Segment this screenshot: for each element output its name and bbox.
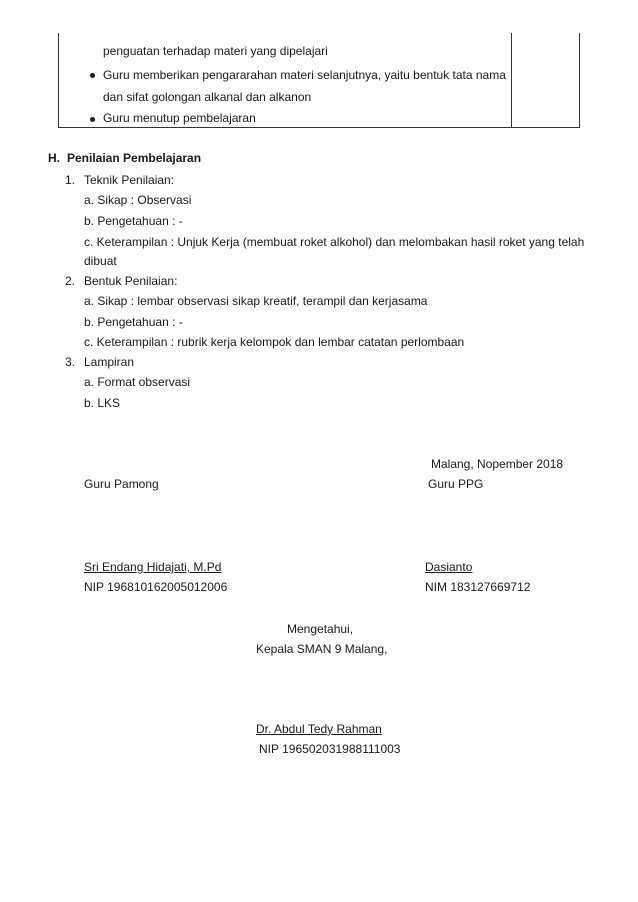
place-date: Malang, Nopember 2018 — [431, 457, 564, 471]
section-title: Penilaian Pembelajaran — [67, 151, 202, 165]
sub-item: c. Keterampilan : Unjuk Kerja (membuat roket alkohol) dan melombakan hasil roket yang telah — [84, 235, 585, 249]
bullet-icon — [90, 73, 95, 78]
sub-item: a. Format observasi — [84, 375, 191, 389]
item-number: 3. — [65, 355, 76, 369]
item-number: 1. — [65, 173, 76, 187]
sub-item: b. LKS — [84, 396, 121, 410]
left-signer-name: Sri Endang Hidajati, M.Pd — [84, 560, 222, 574]
item-label: Lampiran — [84, 355, 135, 369]
sub-item: b. Pengetahuan : - — [84, 315, 183, 329]
table-bullet-2-line-1: Guru menutup pembelajaran — [103, 111, 256, 125]
left-signer-id: NIP 196810162005012006 — [84, 580, 228, 594]
sub-item: c. Keterampilan : rubrik kerja kelompok dan lembar catatan perlombaan — [84, 335, 465, 349]
sub-item: a. Sikap : lembar observasi sikap kreatif, terampil dan kerjasama — [84, 294, 428, 308]
right-signer-role: Guru PPG — [428, 477, 484, 491]
sub-item: b. Pengetahuan : - — [84, 214, 183, 228]
item-label: Bentuk Penilaian: — [84, 274, 178, 288]
item-label: Teknik Penilaian: — [84, 173, 175, 187]
head-signer-name: Dr. Abdul Tedy Rahman — [256, 722, 382, 736]
right-signer-name: Dasianto — [425, 560, 473, 574]
sub-item-continuation: dibuat — [84, 254, 117, 268]
head-signer-role: Kepala SMAN 9 Malang, — [256, 642, 388, 656]
table-bullet-1-line-2: dan sifat golongan alkanal dan alkanon — [103, 90, 312, 104]
left-signer-role: Guru Pamong — [84, 477, 159, 491]
bullet-icon — [90, 117, 95, 122]
item-number: 2. — [65, 274, 76, 288]
right-signer-id: NIM 183127669712 — [425, 580, 531, 594]
head-signer-id: NIP 196502031988111003 — [259, 742, 401, 756]
table-bullet-1-line-1: Guru memberikan pengararahan materi selanjutnya, yaitu bentuk tata nama — [103, 68, 506, 82]
table-column-divider — [511, 33, 512, 127]
section-letter: H. — [48, 151, 60, 165]
table-continuation-text: penguatan terhadap materi yang dipelajari — [103, 44, 328, 58]
acknowledgement-label: Mengetahui, — [287, 622, 354, 636]
sub-item: a. Sikap : Observasi — [84, 193, 192, 207]
